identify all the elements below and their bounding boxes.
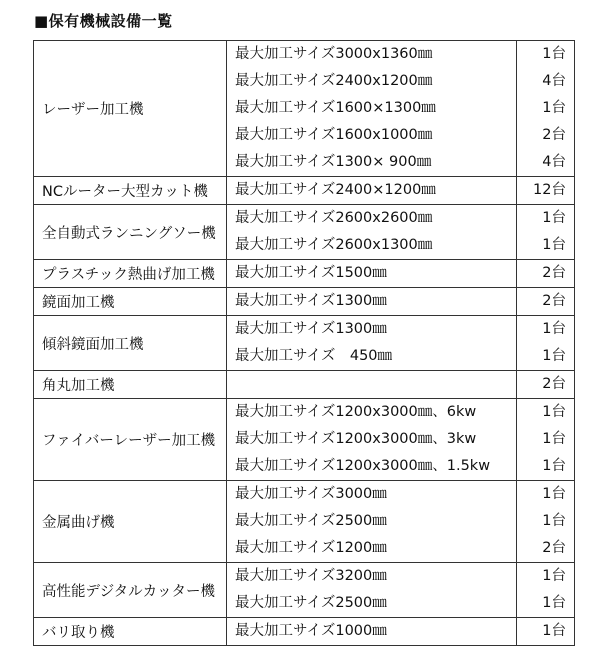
machine-name: レーザー加工機	[42, 102, 144, 118]
quantity-cell	[516, 481, 574, 563]
quantity-line: 2台	[542, 293, 566, 309]
machine-name-cell	[34, 618, 227, 646]
quantity-line: 1台	[542, 404, 566, 420]
quantity-line: 1台	[542, 100, 566, 116]
table-row	[34, 563, 575, 618]
quantity-cell	[516, 260, 574, 288]
quantity-line: 1台	[542, 321, 566, 337]
quantity-line: 2台	[542, 265, 566, 281]
quantity-cell	[516, 177, 574, 205]
table-row	[34, 316, 575, 371]
equipment-table-body	[34, 41, 575, 646]
machine-name: 高性能デジタルカッター機	[42, 583, 215, 600]
machine-name: 傾斜鏡面加工機	[42, 336, 144, 353]
quantity-line: 12台	[533, 182, 566, 198]
spec-cell	[227, 399, 517, 481]
quantity-cell	[516, 288, 574, 316]
spec-cell	[227, 316, 517, 371]
machine-name-cell	[34, 481, 227, 563]
machine-name: 角丸加工機	[42, 378, 115, 394]
quantity-line: 1台	[542, 595, 566, 611]
spec-line: 最大加工サイズ1200x3000㎜、1.5kw	[235, 458, 491, 474]
spec-line: 最大加工サイズ3000x1360㎜	[235, 46, 433, 62]
table-row	[34, 618, 575, 646]
machine-name-cell	[34, 371, 227, 399]
quantity-line: 1台	[542, 210, 566, 226]
spec-line: 最大加工サイズ1300㎜	[235, 321, 387, 337]
spec-line: 最大加工サイズ1300㎜	[235, 293, 387, 309]
quantity-line: 2台	[542, 376, 566, 392]
quantity-cell	[516, 371, 574, 399]
machine-name-cell	[34, 205, 227, 260]
quantity-cell	[516, 205, 574, 260]
quantity-line: 4台	[542, 73, 566, 89]
spec-cell	[227, 371, 517, 399]
machine-name: 金属曲げ機	[42, 515, 115, 531]
spec-cell	[227, 177, 517, 205]
quantity-line: 4台	[542, 154, 566, 170]
quantity-cell	[516, 399, 574, 481]
table-row	[34, 481, 575, 563]
spec-line: 最大加工サイズ3000㎜	[235, 486, 387, 502]
machine-name-cell	[34, 288, 227, 316]
machine-name: NCルーター大型カット機	[42, 184, 208, 200]
machine-name-cell	[34, 41, 227, 177]
machine-name: プラスチック熱曲げ加工機	[42, 267, 215, 283]
machine-name-cell	[34, 563, 227, 618]
spec-line: 最大加工サイズ2400x1200㎜	[235, 73, 433, 89]
table-row	[34, 260, 575, 288]
spec-line: 最大加工サイズ2600x1300㎜	[235, 237, 433, 253]
table-row	[34, 371, 575, 399]
machine-name: ファイバーレーザー加工機	[42, 433, 216, 449]
equipment-table	[33, 40, 575, 646]
spec-line: 最大加工サイズ 450㎜	[235, 348, 393, 364]
quantity-cell	[516, 41, 574, 177]
quantity-line: 1台	[542, 623, 566, 639]
machine-name-cell	[34, 260, 227, 288]
machine-name-cell	[34, 177, 227, 205]
spec-cell	[227, 205, 517, 260]
spec-line: 最大加工サイズ1300× 900㎜	[235, 154, 432, 170]
spec-line: 最大加工サイズ1000㎜	[235, 623, 387, 639]
spec-cell	[227, 288, 517, 316]
quantity-line: 2台	[542, 540, 566, 556]
quantity-line: 1台	[542, 568, 566, 584]
quantity-line: 1台	[542, 513, 566, 529]
spec-line: 最大加工サイズ1200㎜	[235, 540, 387, 556]
spec-line: 最大加工サイズ3200㎜	[235, 568, 387, 584]
quantity-line: 1台	[542, 458, 566, 474]
spec-cell	[227, 563, 517, 618]
quantity-cell	[516, 563, 574, 618]
spec-line: 最大加工サイズ1200x3000㎜、3kw	[235, 431, 477, 447]
spec-line: 最大加工サイズ1200x3000㎜、6kw	[235, 404, 477, 420]
quantity-line: 1台	[542, 237, 566, 253]
spec-line: 最大加工サイズ1500㎜	[235, 265, 387, 281]
quantity-line: 1台	[542, 431, 566, 447]
machine-name: 全自動式ランニングソー機	[42, 225, 216, 242]
table-row	[34, 399, 575, 481]
machine-name: 鏡面加工機	[42, 295, 115, 311]
table-row	[34, 177, 575, 205]
machine-name-cell	[34, 316, 227, 371]
spec-line: 最大加工サイズ2400×1200㎜	[235, 182, 436, 198]
quantity-cell	[516, 618, 574, 646]
table-row	[34, 205, 575, 260]
spec-cell	[227, 481, 517, 563]
quantity-cell	[516, 316, 574, 371]
machine-name: バリ取り機	[42, 625, 115, 641]
spec-cell	[227, 618, 517, 646]
table-row	[34, 41, 575, 177]
spec-line: 最大加工サイズ2600x2600㎜	[235, 210, 433, 226]
spec-line: 最大加工サイズ1600×1300㎜	[235, 100, 436, 116]
table-row	[34, 288, 575, 316]
machine-name-cell	[34, 399, 227, 481]
spec-line: 最大加工サイズ2500㎜	[235, 595, 387, 611]
spec-line: 最大加工サイズ2500㎜	[235, 513, 387, 529]
spec-cell	[227, 260, 517, 288]
quantity-line: 1台	[542, 486, 566, 502]
page-title: ■保有機械設備一覧	[34, 12, 173, 30]
spec-line	[235, 371, 508, 398]
spec-cell	[227, 41, 517, 177]
quantity-line: 2台	[542, 127, 566, 143]
quantity-line: 1台	[542, 46, 566, 62]
quantity-line: 1台	[542, 348, 566, 364]
spec-line: 最大加工サイズ1600x1000㎜	[235, 127, 433, 143]
